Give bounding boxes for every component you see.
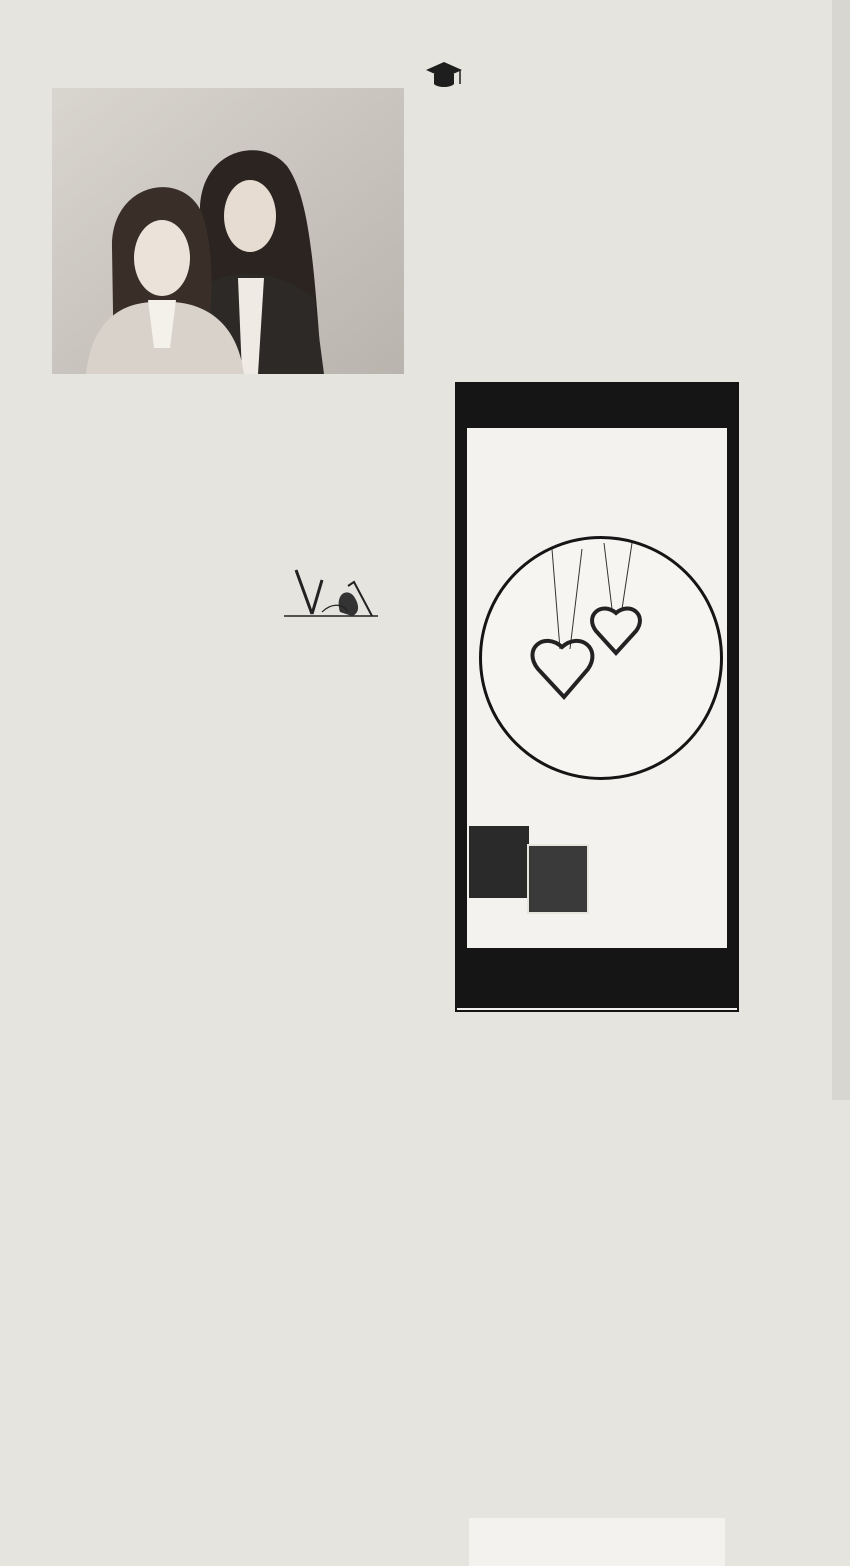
bottom-heart-border xyxy=(457,948,737,1008)
ad-border-right xyxy=(727,428,737,948)
bottom-heart-row xyxy=(469,1518,725,1566)
rogers-jewelers-advertisement xyxy=(455,382,739,1012)
graduation-cap-icon xyxy=(424,44,574,106)
ad-border-left xyxy=(457,428,467,948)
top-heart-border xyxy=(457,384,737,428)
heart-pendant-icon xyxy=(482,539,720,777)
album-cover-group xyxy=(527,844,589,914)
page-header xyxy=(52,46,58,66)
page-edge xyxy=(832,0,850,1100)
ad-body xyxy=(467,428,727,948)
student-photo xyxy=(52,88,404,374)
pendant-circle xyxy=(479,536,723,780)
ski-cartoon-illustration xyxy=(282,562,380,622)
album-cover-barbara-mandrell xyxy=(469,826,529,898)
